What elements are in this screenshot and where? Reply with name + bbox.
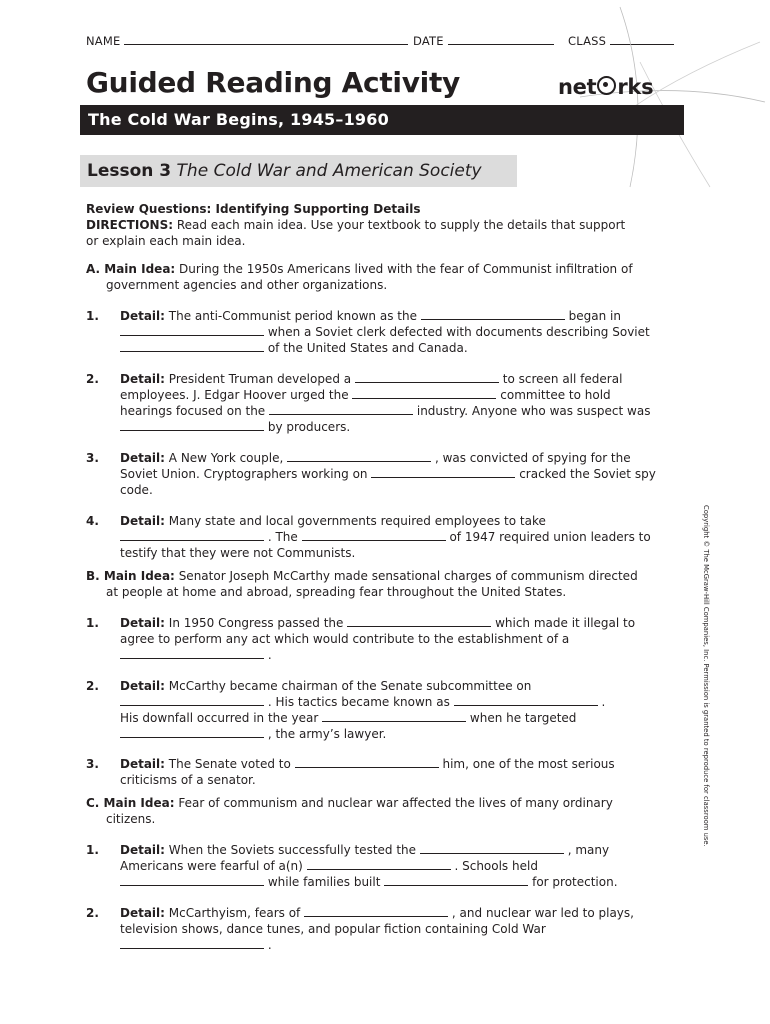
- answer-blank[interactable]: [120, 325, 264, 336]
- answer-blank[interactable]: [454, 695, 598, 706]
- answer-blank[interactable]: [420, 843, 564, 854]
- answer-blank[interactable]: [269, 404, 413, 415]
- detail-b3-line-2: criticisms of a senator.: [120, 773, 256, 787]
- detail-number: 2.: [86, 906, 99, 920]
- detail-a2-line-3: hearings focused on the industry. Anyone who was suspect was: [120, 404, 651, 418]
- detail-a2-line-2: employees. J. Edgar Hoover urged the committee to hold: [120, 388, 611, 402]
- detail-a3-line-2: Soviet Union. Cryptographers working on cracked the Soviet spy: [120, 467, 656, 481]
- detail-a4: Detail: Many state and local governments required employees to take: [120, 514, 546, 528]
- answer-blank[interactable]: [120, 648, 264, 659]
- answer-blank[interactable]: [287, 451, 431, 462]
- date-blank[interactable]: [448, 34, 554, 45]
- logo-o-icon: [597, 76, 616, 95]
- detail-a3-line-3: code.: [120, 483, 153, 497]
- answer-blank[interactable]: [347, 616, 491, 627]
- detail-a1: Detail: The anti-Communist period known as the began in: [120, 309, 621, 323]
- copyright-notice: Copyright © The McGraw-Hill Companies, Inc. Permission is granted to reproduce for classroom use.: [702, 505, 710, 847]
- date-label: DATE: [413, 34, 444, 48]
- answer-blank[interactable]: [120, 530, 264, 541]
- detail-number: 2.: [86, 372, 99, 386]
- main-idea-b: B. Main Idea: Senator Joseph McCarthy made sensational charges of communism directed: [86, 569, 638, 583]
- detail-number: 1.: [86, 616, 99, 630]
- detail-b1: Detail: In 1950 Congress passed the which made it illegal to: [120, 616, 636, 630]
- detail-a2-line-4: by producers.: [120, 420, 350, 436]
- detail-a4-line-2: . The of 1947 required union leaders to: [120, 530, 651, 546]
- answer-blank[interactable]: [120, 695, 264, 706]
- detail-c1-line-2: Americans were fearful of a(n) . Schools held: [120, 859, 538, 873]
- detail-b2-line-2: . His tactics became known as .: [120, 695, 605, 711]
- answer-blank[interactable]: [352, 388, 496, 399]
- detail-number: 2.: [86, 679, 99, 693]
- detail-number: 3.: [86, 757, 99, 771]
- networks-logo: net rks: [558, 75, 654, 99]
- answer-blank[interactable]: [322, 711, 466, 722]
- detail-b1-line-3: .: [120, 648, 272, 664]
- answer-blank[interactable]: [120, 341, 264, 352]
- answer-blank[interactable]: [307, 859, 451, 870]
- answer-blank[interactable]: [421, 309, 565, 320]
- class-label: CLASS: [568, 34, 607, 48]
- answer-blank[interactable]: [120, 727, 264, 738]
- detail-c2-line-2: television shows, dance tunes, and popular fiction containing Cold War: [120, 922, 546, 936]
- answer-blank[interactable]: [120, 875, 264, 886]
- main-idea-c-line-2: citizens.: [106, 812, 156, 826]
- answer-blank[interactable]: [120, 420, 264, 431]
- answer-blank[interactable]: [304, 906, 448, 917]
- directions-line-2: or explain each main idea.: [86, 234, 246, 248]
- detail-c2: Detail: McCarthyism, fears of , and nuclear war led to plays,: [120, 906, 634, 920]
- main-idea-c: C. Main Idea: Fear of communism and nuclear war affected the lives of many ordinary: [86, 796, 613, 810]
- detail-number: 1.: [86, 309, 99, 323]
- review-heading: Review Questions: Identifying Supporting Details: [86, 202, 421, 216]
- main-idea-a-line-2: government agencies and other organizations.: [106, 278, 388, 292]
- detail-b2-line-4: , the army’s lawyer.: [120, 727, 386, 743]
- name-blank[interactable]: [124, 34, 408, 45]
- answer-blank[interactable]: [295, 757, 439, 768]
- detail-b2: Detail: McCarthy became chairman of the Senate subcommittee on: [120, 679, 532, 693]
- page-title: Guided Reading Activity: [86, 66, 460, 99]
- main-idea-a: A. Main Idea: During the 1950s Americans lived with the fear of Communist infiltration of: [86, 262, 633, 276]
- detail-c2-line-3: .: [120, 938, 272, 954]
- directions: DIRECTIONS: Read each main idea. Use your textbook to supply the details that support: [86, 218, 626, 232]
- date-field: [413, 34, 554, 48]
- detail-a1-line-2: when a Soviet clerk defected with documents describing Soviet: [120, 325, 650, 341]
- detail-c1-line-3: while families built for protection.: [120, 875, 618, 891]
- detail-c1: Detail: When the Soviets successfully tested the , many: [120, 843, 610, 857]
- detail-number: 4.: [86, 514, 99, 528]
- chapter-title: The Cold War Begins, 1945–1960: [88, 110, 389, 129]
- detail-number: 1.: [86, 843, 99, 857]
- detail-a3: Detail: A New York couple, , was convicted of spying for the: [120, 451, 631, 465]
- answer-blank[interactable]: [355, 372, 499, 383]
- name-label: NAME: [86, 34, 121, 48]
- lesson-label: Lesson 3: [87, 161, 172, 181]
- detail-a2: Detail: President Truman developed a to screen all federal: [120, 372, 623, 386]
- answer-blank[interactable]: [371, 467, 515, 478]
- lesson-title: The Cold War and American Society: [176, 161, 482, 181]
- detail-b2-line-3: His downfall occurred in the year when he targeted: [120, 711, 577, 725]
- lesson-heading: [87, 161, 482, 181]
- detail-b1-line-2: agree to perform any act which would contribute to the establishment of a: [120, 632, 570, 646]
- answer-blank[interactable]: [302, 530, 446, 541]
- detail-a1-line-3: of the United States and Canada.: [120, 341, 468, 357]
- answer-blank[interactable]: [120, 938, 264, 949]
- main-idea-b-line-2: at people at home and abroad, spreading fear throughout the United States.: [106, 585, 567, 599]
- detail-number: 3.: [86, 451, 99, 465]
- detail-a4-line-3: testify that they were not Communists.: [120, 546, 356, 560]
- detail-b3: Detail: The Senate voted to him, one of the most serious: [120, 757, 615, 771]
- name-field: [86, 34, 408, 48]
- answer-blank[interactable]: [384, 875, 528, 886]
